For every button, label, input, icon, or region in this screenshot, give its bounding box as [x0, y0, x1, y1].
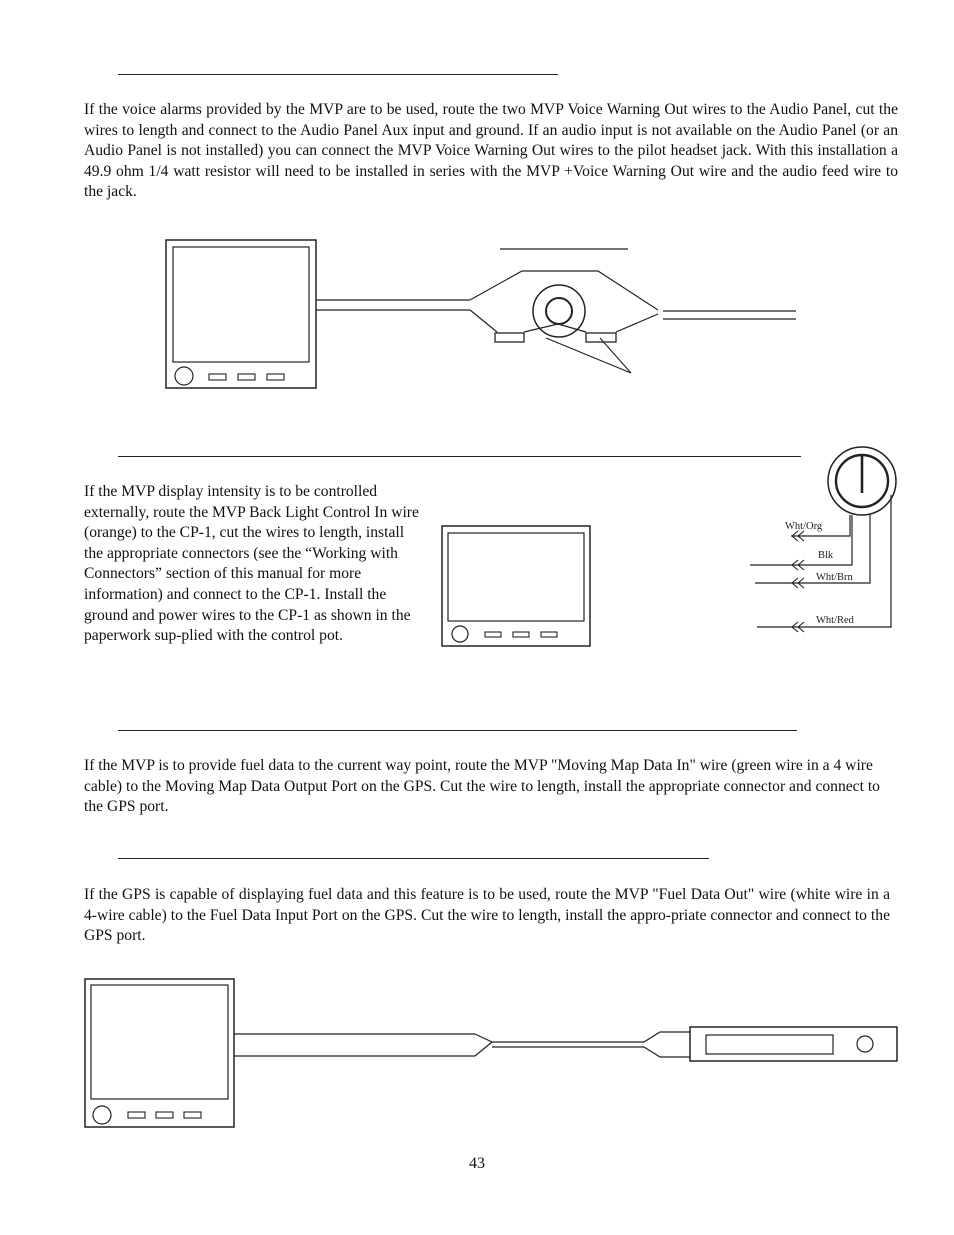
section-heading-rule-fuel-data: [118, 858, 709, 859]
connector-chevrons: [792, 531, 804, 632]
wire-label-wht-brn: Wht/Brn: [816, 572, 853, 583]
headset-jack-icon: [533, 285, 585, 337]
back-light-paragraph: If the MVP display intensity is to be controlled externally, route the MVP Back Light Control In wire (orange) to the CP-1, cut the wires to length, install the appropriate connectors (see the “Working with Connectors” section of this manual for more information) and connect to the CP-1. Install the ground and power wires to the CP-1 as shown in the paperwork sup-plied with the control pot.: [84, 483, 419, 645]
moving-map-paragraph: If the MVP is to provide fuel data to the current way point, route the MVP "Moving Map Data In" wire (green wire in a 4 wire cable) to the Moving Map Data Output Port on the GPS. Cut the wire to length, install the appropriate connector and connect to the GPS port.: [84, 757, 880, 816]
gps-unit: [690, 1027, 897, 1061]
cable-to-gps: [234, 1032, 690, 1057]
wire-label-wht-org: Wht/Org: [785, 521, 823, 532]
wire-label-wht-red: Wht/Red: [816, 615, 854, 626]
section-heading-rule-moving-map: [118, 730, 797, 731]
mvp-display-unit: [442, 526, 590, 646]
voice-warning-paragraph: If the voice alarms provided by the MVP are to be used, route the two MVP Voice Warning Out wires to the Audio Panel, cut the wires to length and connect to the Audio Panel Aux input and ground. If an audio input is not available on the Audio Panel (or an Audio Panel is not installed) you can connect the MVP Voice Warning Out wires to the pilot headset jack. With this installation a 49.9 ohm 1/4 watt resistor will need to be installed in series with the MVP +Voice Warning Out wire and the audio feed wire to the jack.: [84, 101, 898, 201]
mvp-display-unit: [85, 979, 234, 1127]
fuel-data-wiring-diagram: [0, 970, 954, 1140]
voice-warning-wiring-diagram: [0, 230, 954, 400]
section-heading-rule-voice-warning: [118, 74, 558, 75]
wire-label-blk: Blk: [818, 550, 834, 561]
control-pot-cp1-icon: [828, 447, 896, 515]
mvp-display-unit: [166, 240, 316, 388]
fuel-data-paragraph: If the GPS is capable of displaying fuel data and this feature is to be used, route the MVP "Fuel Data Out" wire (white wire in a 4-wire cable) to the Fuel Data Input Port on the GPS. Cut the wire to length, install the appro-priate connector and connect to the GPS port.: [84, 886, 890, 945]
resistor-callout-leader: [546, 338, 631, 373]
back-light-wiring-diagram: [430, 440, 930, 660]
page-number: 43: [469, 1155, 485, 1172]
